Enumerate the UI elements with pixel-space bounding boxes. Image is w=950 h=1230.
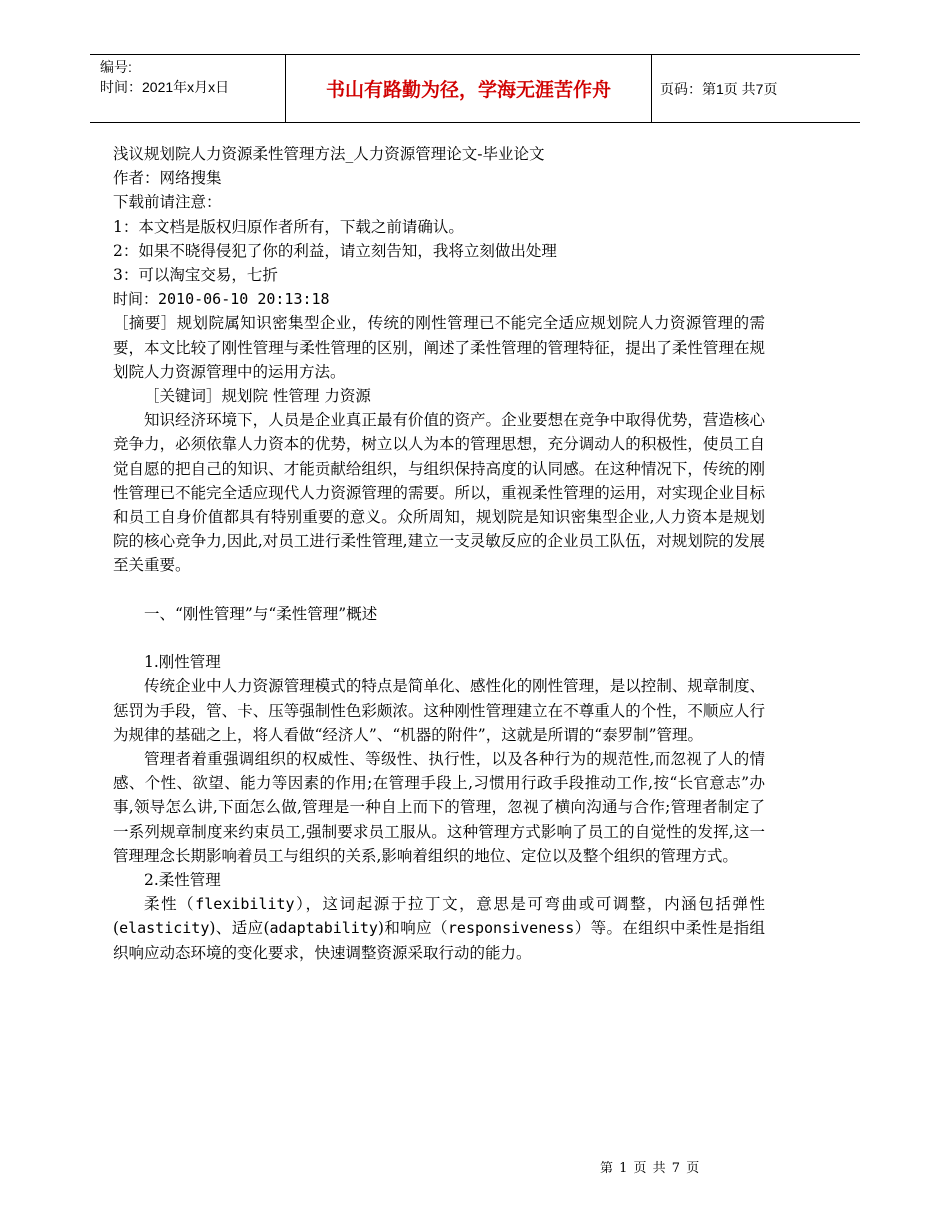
keywords-line: ［关键词］规划院 性管理 力资源 xyxy=(144,387,371,406)
text-run: )、适应( xyxy=(209,919,270,938)
blank-line xyxy=(113,626,765,650)
flexible-management-paragraph xyxy=(113,892,765,965)
text-run: ）等。在组织中柔性是指组织响应动态环境的变化要求，快速调整资源采取行动的能力。 xyxy=(113,919,765,962)
term-flexibility: flexibility xyxy=(195,895,295,914)
text-run: ），这词起源于拉丁文，意思是可弯曲或可调整，内涵包括弹性( xyxy=(113,895,765,938)
abstract-paragraph: ［摘要］规划院属知识密集型企业，传统的刚性管理已不能完全适应规划院人力资源管理的需要，本文比较了刚性管理与柔性管理的区别，阐述了柔性管理的管理特征，提出了柔性管理在规划院人力资源管理中的运用方法。 xyxy=(113,314,765,381)
subsection-1-heading: 1.刚性管理 xyxy=(144,653,221,672)
term-elasticity: elasticity xyxy=(119,919,210,938)
rigid-management-paragraph-2: 管理者着重强调组织的权威性、等级性、执行性，以及各种行为的规范性,而忽视了人的情感、个性、欲望、能力等因素的作用;在管理手段上,习惯用行政手段推动工作,按“长官意志”办事,领导怎么讲,下面怎么做,管理是一种自上而下的管理，忽视了横向沟通与合作;管理者制定了一系列规章制度来约束员工,强制要求员工服从。这种管理方式影响了员工的自觉性的发挥,这一管理理念长期影响着员工与组织的关系,影响着组织的地位、定位以及整个组织的管理方式。 xyxy=(113,750,765,865)
page-footer xyxy=(600,1157,700,1176)
header-meta xyxy=(100,57,290,97)
page-info xyxy=(660,55,777,122)
notice-item-1: 1：本文档是版权归原作者所有，下载之前请确认。 xyxy=(113,217,464,236)
article-author: 作者：网络搜集 xyxy=(113,169,222,188)
rigid-management-paragraph-1: 传统企业中人力资源管理模式的特点是简单化、感性化的刚性管理，是以控制、规章制度、惩罚为手段，管、卡、压等强制性色彩颇浓。这种刚性管理建立在不尊重人的个性，不顺应人行为规律的基础之上，将人看做“经济人”、“机器的附件”，这就是所谓的“泰罗制”管理。 xyxy=(113,677,765,744)
time-label: 时间：2021年x月x日 xyxy=(100,79,230,95)
notice-item-2: 2：如果不晓得侵犯了你的利益，请立刻告知，我将立刻做出处理 xyxy=(113,241,557,260)
text-run: )和响应（ xyxy=(377,919,448,938)
page-info-text: 页码：第1页 共7页 xyxy=(660,80,778,97)
blank-line xyxy=(113,578,765,602)
motto-text: 书山有路勤为径，学海无涯苦作舟 xyxy=(325,79,611,101)
article-title: 浅议规划院人力资源柔性管理方法_人力资源管理论文-毕业论文 xyxy=(113,145,545,163)
motto-box xyxy=(285,55,652,122)
footer-page-number: 第 1 页 共 7 页 xyxy=(600,1161,701,1176)
text-run: 柔性（ xyxy=(144,895,196,914)
notice-title: 下载前请注意： xyxy=(113,193,222,212)
term-responsiveness: responsiveness xyxy=(447,919,575,938)
intro-paragraph: 知识经济环境下，人员是企业真正最有价值的资产。企业要想在竞争中取得优势，营造核心竞争力，必须依靠人力资本的优势，树立以人为本的管理思想，充分调动人的积极性，使员工自觉自愿的把自己的知识、才能贡献给组织，与组织保持高度的认同感。在这种情况下，传统的刚性管理已不能完全适应现代人力资源管理的需要。所以，重视柔性管理的运用，对实现企业目标和员工自身价值都具有特别重要的意义。众所周知，规划院是知识密集型企业,人力资本是规划院的核心竞争力,因此,对员工进行柔性管理,建立一支灵敏反应的企业员工队伍，对规划院的发展至关重要。 xyxy=(113,411,765,575)
term-adaptability: adaptability xyxy=(269,919,378,938)
page-header xyxy=(90,54,860,123)
notice-item-3: 3：可以淘宝交易，七折 xyxy=(113,266,278,285)
subsection-2-heading: 2.柔性管理 xyxy=(144,871,221,890)
section-1-heading: 一、“刚性管理”与“柔性管理”概述 xyxy=(144,604,378,623)
article-time: 时间：2010-06-10 20:13:18 xyxy=(113,290,330,309)
number-label: 编号: xyxy=(100,59,132,75)
document-body xyxy=(113,142,765,965)
